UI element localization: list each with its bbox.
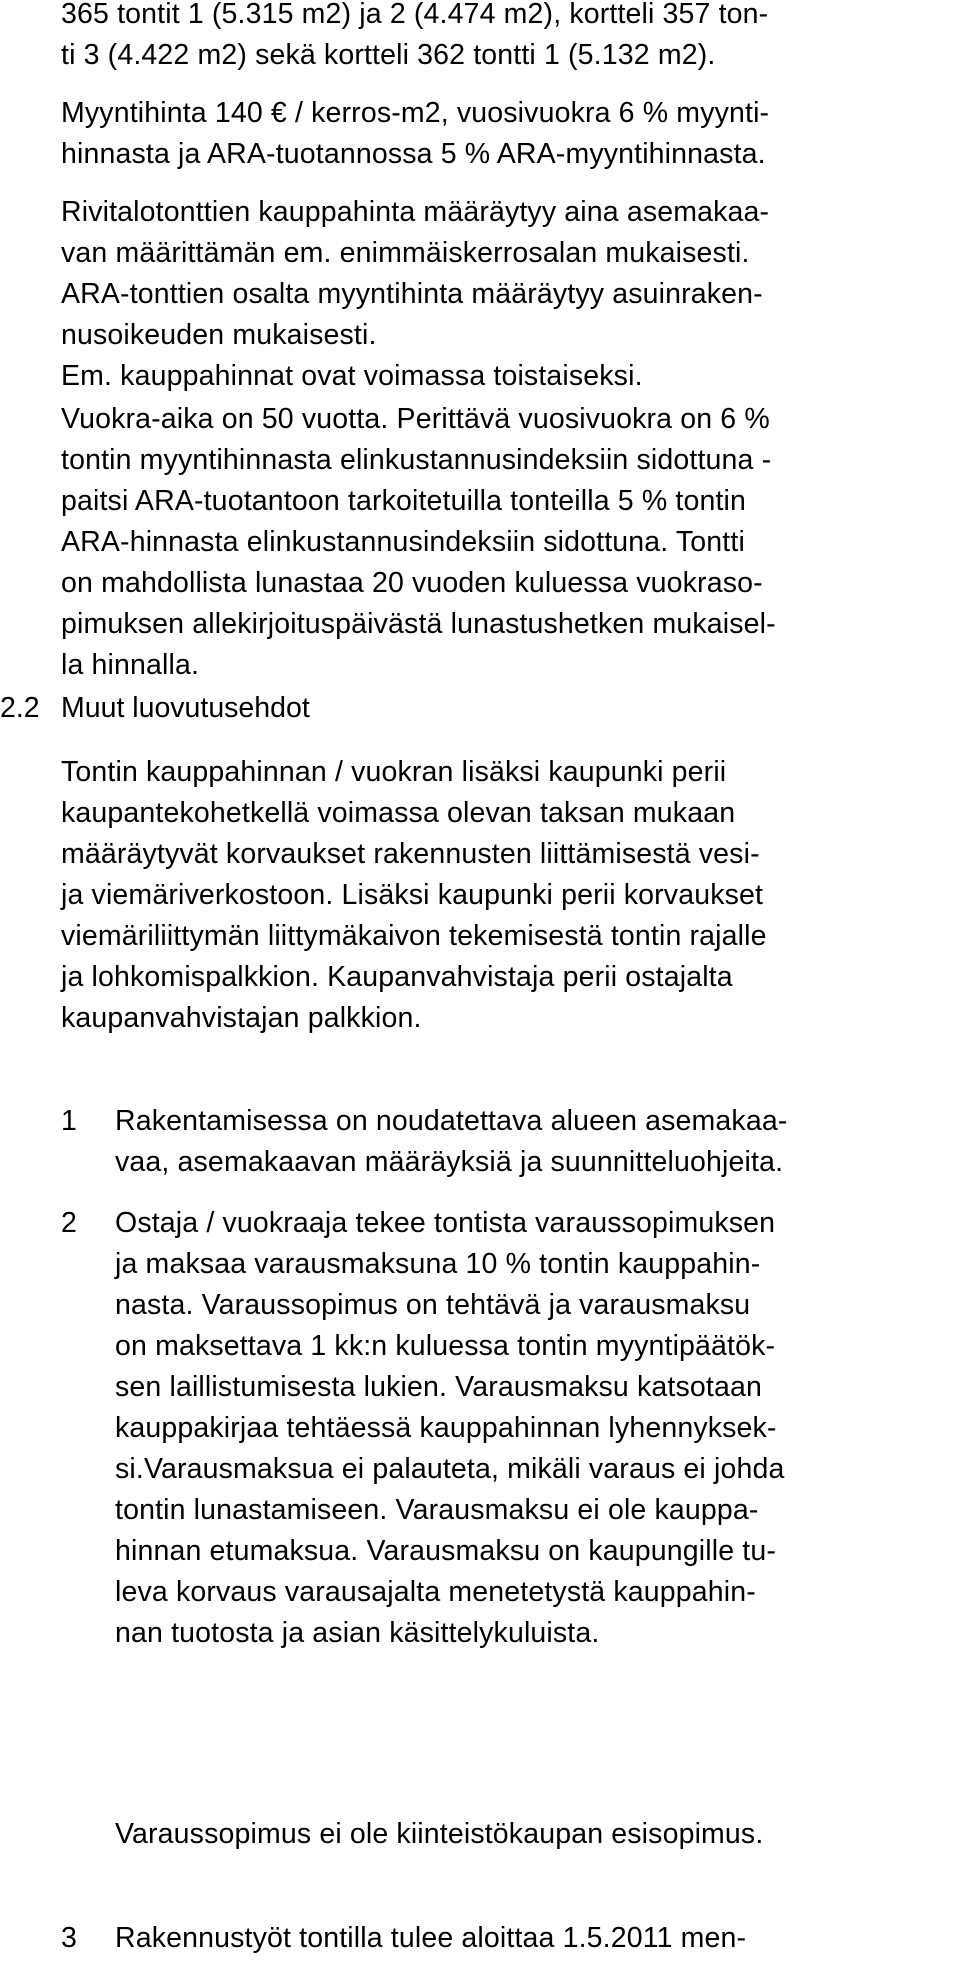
text-line: Ostaja / vuokraaja tekee tontista varaussopimuksen: [115, 1207, 776, 1239]
text-line: ARA-hinnasta elinkustannusindeksiin sidottuna. Tontti: [61, 526, 745, 558]
text-line: paitsi ARA-tuotantoon tarkoitetuilla tonteilla 5 % tontin: [61, 485, 747, 517]
text-line: viemäriliittymän liittymäkaivon tekemisestä tontin rajalle: [61, 920, 767, 952]
text-line: nasta. Varaussopimus on tehtävä ja varausmaksu: [115, 1289, 751, 1321]
text-line: ARA-tonttien osalta myyntihinta määräytyy asuinraken-: [61, 278, 763, 310]
intro-paragraph: [61, 0, 768, 76]
text-line: sen laillistumisesta lukien. Varausmaksu katsotaan: [115, 1371, 762, 1403]
text-line: van määrittämän em. enimmäiskerrosalan mukaisesti.: [61, 237, 750, 269]
text-line: Rakennustyöt tontilla tulee aloittaa 1.5.2011 men-: [115, 1922, 747, 1954]
text-line: la hinnalla.: [61, 649, 200, 681]
text-line: vaa, asemakaavan määräyksiä ja suunnitteluohjeita.: [115, 1146, 784, 1178]
text-line: nan tuotosta ja asian käsittelykuluista.: [115, 1617, 600, 1649]
section-title: Muut luovutusehdot: [61, 692, 310, 724]
text-line: kaupanvahvistajan palkkion.: [61, 1002, 422, 1034]
text-line: nusoikeuden mukaisesti.: [61, 319, 377, 351]
text-line: Vuokra-aika on 50 vuotta. Perittävä vuosivuokra on 6 %: [61, 403, 770, 435]
text-line: Tontin kauppahinnan / vuokran lisäksi kaupunki perii: [61, 756, 727, 788]
text-line: si.Varausmaksua ei palauteta, mikäli varaus ei johda: [115, 1453, 785, 1485]
text-line: ja lohkomispalkkion. Kaupanvahvistaja perii ostajalta: [61, 961, 733, 993]
text-line: hinnasta ja ARA-tuotannossa 5 % ARA-myyntihinnasta.: [61, 138, 766, 170]
section-number: 2.2: [0, 692, 40, 724]
text-line: ja maksaa varausmaksuna 10 % tontin kauppahin-: [115, 1248, 761, 1280]
text-line: Myyntihinta 140 € / kerros-m2, vuosivuokra 6 % myynti-: [61, 97, 770, 129]
text-line: Varaussopimus ei ole kiinteistökaupan esisopimus.: [115, 1818, 764, 1850]
lease-paragraph: [61, 399, 776, 686]
text-line: hinnan etumaksua. Varausmaksu on kaupungille tu-: [115, 1535, 776, 1567]
section-paragraph: [61, 752, 767, 1039]
item-number: 2: [61, 1207, 77, 1239]
text-line: tontin lunastamiseen. Varausmaksu ei ole kauppa-: [115, 1494, 759, 1526]
text-line: on maksettava 1 kk:n kuluessa tontin myyntipäätök-: [115, 1330, 776, 1362]
text-line: määräytyvät korvaukset rakennusten liittämisestä vesi-: [61, 838, 760, 870]
text-line: kauppakirjaa tehtäessä kauppahinnan lyhennyksek-: [115, 1412, 777, 1444]
text-line: ti 3 (4.422 m2) sekä kortteli 362 tontti 1 (5.132 m2).: [61, 39, 716, 71]
text-line: Em. kauppahinnat ovat voimassa toistaiseksi.: [61, 360, 643, 392]
text-line: on mahdollista lunastaa 20 vuoden kuluessa vuokraso-: [61, 567, 763, 599]
text-line: Rakentamisessa on noudatettava alueen asemakaa-: [115, 1105, 788, 1137]
section-heading: [0, 688, 310, 729]
price-paragraph: [61, 93, 769, 175]
text-line: 365 tontit 1 (5.315 m2) ja 2 (4.474 m2), kortteli 357 ton-: [61, 0, 769, 30]
price-rules-paragraph: [61, 192, 769, 397]
text-line: Rivitalotonttien kauppahinta määräytyy aina asemakaa-: [61, 196, 770, 228]
text-line: tontin myyntihinnasta elinkustannusindeksiin sidottuna -: [61, 444, 772, 476]
text-line: kaupantekohetkellä voimassa olevan taksan mukaan: [61, 797, 736, 829]
text-line: leva korvaus varausajalta menetetystä kauppahin-: [115, 1576, 756, 1608]
item-number: 3: [61, 1922, 77, 1954]
item-number: 1: [61, 1105, 77, 1137]
text-line: ja viemäriverkostoon. Lisäksi kaupunki perii korvaukset: [61, 879, 764, 911]
text-line: pimuksen allekirjoituspäivästä lunastushetken mukaisel-: [61, 608, 776, 640]
